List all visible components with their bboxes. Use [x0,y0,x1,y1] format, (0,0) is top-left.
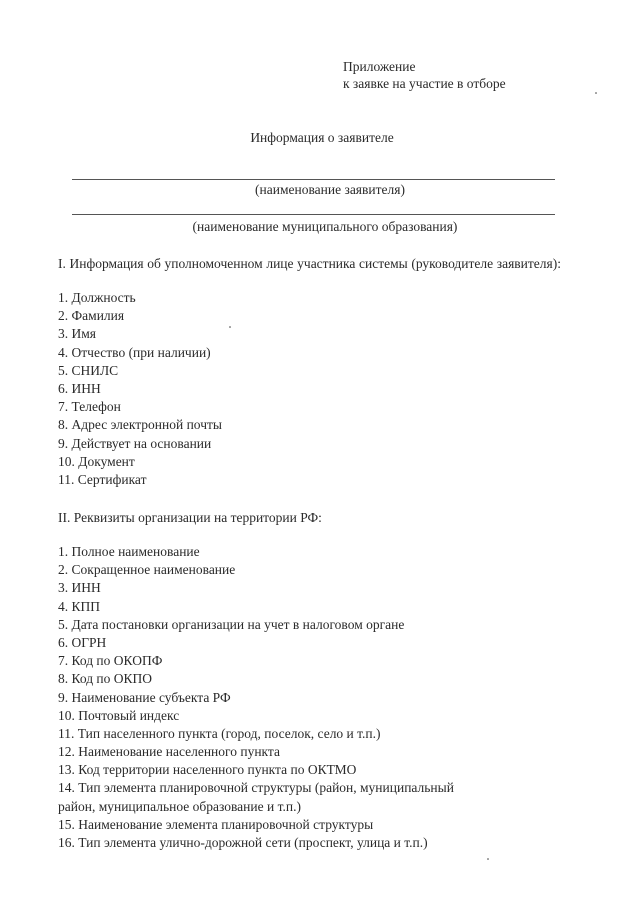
section-1-list [58,289,222,489]
document-title: Информация о заявителе [250,130,394,145]
list-item: 1. Полное наименование [58,544,200,559]
annex-header [343,58,506,92]
list-item: 13. Код территории населенного пункта по ОКТМО [58,762,357,778]
list-item: 7. Телефон [58,399,121,415]
applicant-name-line [72,179,555,180]
list-item: 9. Действует на основании [58,435,212,451]
list-item: 10. Почтовый индекс [58,707,180,723]
municipality-name-line [72,214,555,215]
applicant-name-caption: (наименование заявителя) [255,182,405,197]
section-1-heading: I. Информация об уполномоченном лице участника системы (руководителе заявителя): [58,256,561,271]
annex-line-2: к заявке на участие в отборе [343,76,506,91]
list-item: 8. Адрес электронной почты [58,417,222,433]
list-item: 15. Наименование элемента планировочной структуры [58,816,374,832]
list-item: 9. Наименование субъекта РФ [58,689,231,705]
list-item: 7. Код по ОКОПФ [58,653,163,669]
list-item: 3. Имя [58,326,97,342]
list-item: 6. ОГРН [58,634,107,650]
section-2-heading: II. Реквизиты организации на территории РФ: [58,510,322,525]
scan-speck [595,92,597,94]
scan-speck [229,326,231,328]
list-item: 5. СНИЛС [58,362,119,378]
list-item: 8. Код по ОКПО [58,671,153,687]
municipality-name-caption: (наименование муниципального образования) [192,219,458,234]
scan-speck [487,858,489,860]
list-item: 11. Тип населенного пункта (город, поселок, село и т.п.) [58,725,381,741]
list-item: 11. Сертификат [58,471,147,487]
list-item: 2. Фамилия [58,308,125,324]
list-item: 10. Документ [58,453,135,469]
list-item: 14. Тип элемента планировочной структуры (район, муниципальный район, муниципальное образование и т.п.) [58,780,454,814]
list-item: 4. Отчество (при наличии) [58,344,211,360]
list-item: 3. ИНН [58,580,101,596]
list-item: 16. Тип элемента улично-дорожной сети (проспект, улица и т.п.) [58,835,428,851]
section-2-list [58,543,488,852]
list-item: 2. Сокращенное наименование [58,562,236,578]
list-item: 5. Дата постановки организации на учет в налоговом органе [58,616,405,632]
list-item: 1. Должность [58,290,136,305]
annex-line-1: Приложение [343,59,416,74]
list-item: 4. КПП [58,598,101,614]
list-item: 12. Наименование населенного пункта [58,744,280,760]
list-item: 6. ИНН [58,380,101,396]
